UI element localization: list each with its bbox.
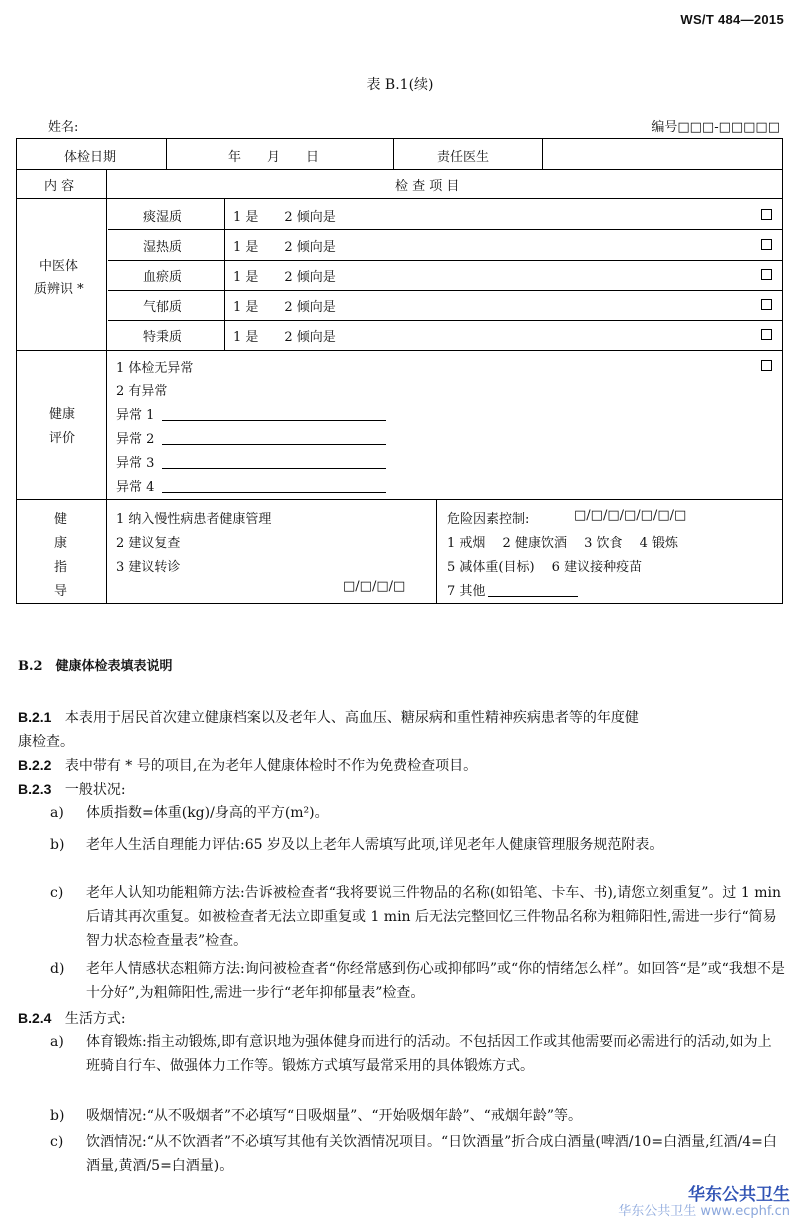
- tcm-row-name: 血瘀质: [143, 270, 183, 285]
- paragraph-b24: [18, 1006, 784, 1031]
- paragraph-b22: [18, 753, 784, 778]
- tcm-row-name: 痰湿质: [143, 210, 183, 225]
- watermark-logo: 华东公共卫生: [688, 1185, 790, 1205]
- risk-options-line1: 1 戒烟 2 健康饮酒 3 饮食 4 锻炼: [447, 536, 679, 551]
- tcm-checkbox[interactable]: [761, 299, 772, 310]
- clause-text: 一般状况:: [64, 782, 126, 798]
- list-item: [50, 1130, 785, 1178]
- doctor-field[interactable]: [547, 141, 777, 167]
- clause-number: B.2.4: [18, 1010, 52, 1026]
- list-item-text: 体育锻炼:指主动锻炼,即有意识地为强体健身而进行的活动。不包括因工作或其他需要而必需进行的活动,如为上班骑自行车、做强体力工作等。锻炼方式填写最常采用的具体锻炼方式。: [86, 1034, 772, 1074]
- list-item-label: c): [50, 885, 64, 901]
- guide-label-char: 健: [54, 512, 68, 527]
- tcm-row-name: 气郁质: [143, 300, 183, 315]
- risk-options-line3: 7 其他: [447, 584, 486, 599]
- guide-option-3: 3 建议转诊: [116, 560, 181, 575]
- risk-options-line2: 5 减体重(目标) 6 建议接种疫苗: [447, 560, 643, 575]
- serial-number-label: 编号□□□-□□□□□: [651, 120, 780, 135]
- tcm-checkbox[interactable]: [761, 239, 772, 250]
- eval-label-line2: 评价: [49, 431, 76, 446]
- tcm-label-line2: 质辨识 *: [34, 282, 84, 297]
- guide-option-1: 1 纳入慢性病患者健康管理: [116, 512, 272, 527]
- paragraph-b21: [18, 705, 784, 754]
- tcm-row-options: 1 是 2 倾向是: [233, 330, 336, 345]
- exam-date-fields[interactable]: 年 月 日: [228, 150, 320, 165]
- guide-label-char: 康: [54, 536, 68, 551]
- clause-text: 本表用于居民首次建立健康档案以及老年人、高血压、糖尿病和重性精神疾病患者等的年度健: [64, 710, 639, 726]
- clause-number: B.2.1: [18, 709, 52, 725]
- list-item: [50, 881, 785, 953]
- eval-checkbox[interactable]: [761, 360, 772, 371]
- risk-control-checkboxes[interactable]: □/□/□/□/□/□/□: [574, 508, 687, 523]
- guide-label-char: 指: [54, 560, 68, 575]
- list-item-text: 饮酒情况:“从不饮酒者”不必填写其他有关饮酒情况项目。“日饮酒量”折合成白酒量(啤酒/10=白酒量,红酒/4=白酒量,黄酒/5=白酒量)。: [86, 1134, 777, 1174]
- list-item-label: a): [50, 1034, 64, 1050]
- tcm-checkbox[interactable]: [761, 269, 772, 280]
- eval-abnormal-option: 2 有异常: [116, 384, 168, 399]
- list-item-text: 老年人认知功能粗筛方法:告诉被检查者“我将要说三件物品的名称(如铅笔、卡车、书),请您立刻重复”。过 1 min 后请其再次重复。如被检查者无法立即重复或 1 min 后无法完整回忆三件物品名称为粗筛阳性,需进一步行“简易智力状态检查量表”检查。: [86, 885, 781, 949]
- list-item-label: b): [50, 1108, 65, 1124]
- section-heading: B.2 健康体检表填表说明: [18, 659, 173, 674]
- list-item-label: c): [50, 1134, 64, 1150]
- tcm-row-name: 湿热质: [143, 240, 183, 255]
- tcm-row-options: 1 是 2 倾向是: [233, 210, 336, 225]
- tcm-row-options: 1 是 2 倾向是: [233, 240, 336, 255]
- abnormal-4-field[interactable]: [162, 492, 386, 493]
- list-item: [50, 801, 785, 825]
- standard-code: WS/T 484—2015: [680, 12, 784, 27]
- abnormal-1-label: 异常 1: [116, 408, 155, 423]
- risk-control-label: 危险因素控制:: [447, 512, 530, 527]
- abnormal-4-label: 异常 4: [116, 480, 155, 495]
- tcm-row-options: 1 是 2 倾向是: [233, 300, 336, 315]
- list-item-label: a): [50, 805, 64, 821]
- list-item-text: 老年人情感状态粗筛方法:询问被检查者“你经常感到伤心或抑郁吗”或“你的情绪怎么样”。如回答“是”或“我想不是十分好”,为粗筛阳性,需进一步行“老年抑郁量表”检查。: [86, 961, 785, 1001]
- list-item: [50, 1104, 785, 1128]
- watermark-url: 华东公共卫生 www.ecphf.cn: [618, 1204, 790, 1219]
- eval-normal-option: 1 体检无异常: [116, 361, 194, 376]
- paragraph-b23: [18, 777, 784, 802]
- guide-checkboxes[interactable]: □/□/□/□: [343, 579, 406, 594]
- eval-label-line1: 健康: [49, 407, 76, 422]
- abnormal-3-label: 异常 3: [116, 456, 155, 471]
- abnormal-2-field[interactable]: [162, 444, 386, 445]
- tcm-checkbox[interactable]: [761, 209, 772, 220]
- list-item-label: d): [50, 961, 65, 977]
- tcm-checkbox[interactable]: [761, 329, 772, 340]
- list-item: [50, 833, 785, 857]
- clause-text: 表中带有 * 号的项目,在为老年人健康体检时不作为免费检查项目。: [64, 758, 478, 774]
- guide-label-char: 导: [54, 584, 68, 599]
- risk-other-field[interactable]: [488, 596, 578, 597]
- tcm-row-options: 1 是 2 倾向是: [233, 270, 336, 285]
- list-item-text: 体质指数=体重(kg)/身高的平方(m²)。: [86, 805, 329, 821]
- content-label: 内 容: [44, 179, 75, 194]
- exam-date-label: 体检日期: [64, 150, 117, 165]
- list-item: [50, 957, 785, 1005]
- clause-number: B.2.3: [18, 781, 52, 797]
- abnormal-2-label: 异常 2: [116, 432, 155, 447]
- clause-number: B.2.2: [18, 757, 52, 773]
- name-label: 姓名:: [48, 120, 79, 135]
- tcm-label-line1: 中医体: [39, 259, 79, 274]
- clause-text-cont: 康检查。: [18, 734, 74, 750]
- table-title: 表 B.1(续): [366, 77, 434, 93]
- clause-text: 生活方式:: [64, 1011, 126, 1027]
- abnormal-1-field[interactable]: [162, 420, 386, 421]
- tcm-row-name: 特秉质: [143, 330, 183, 345]
- items-label: 检 查 项 目: [395, 179, 460, 194]
- list-item: [50, 1030, 785, 1078]
- health-exam-table: [16, 138, 783, 604]
- guide-option-2: 2 建议复查: [116, 536, 181, 551]
- doctor-label: 责任医生: [437, 150, 490, 165]
- abnormal-3-field[interactable]: [162, 468, 386, 469]
- list-item-text: 老年人生活自理能力评估:65 岁及以上老年人需填写此项,详见老年人健康管理服务规范附表。: [86, 837, 664, 853]
- list-item-text: 吸烟情况:“从不吸烟者”不必填写“日吸烟量”、“开始吸烟年龄”、“戒烟年龄”等。: [86, 1108, 582, 1124]
- list-item-label: b): [50, 837, 65, 853]
